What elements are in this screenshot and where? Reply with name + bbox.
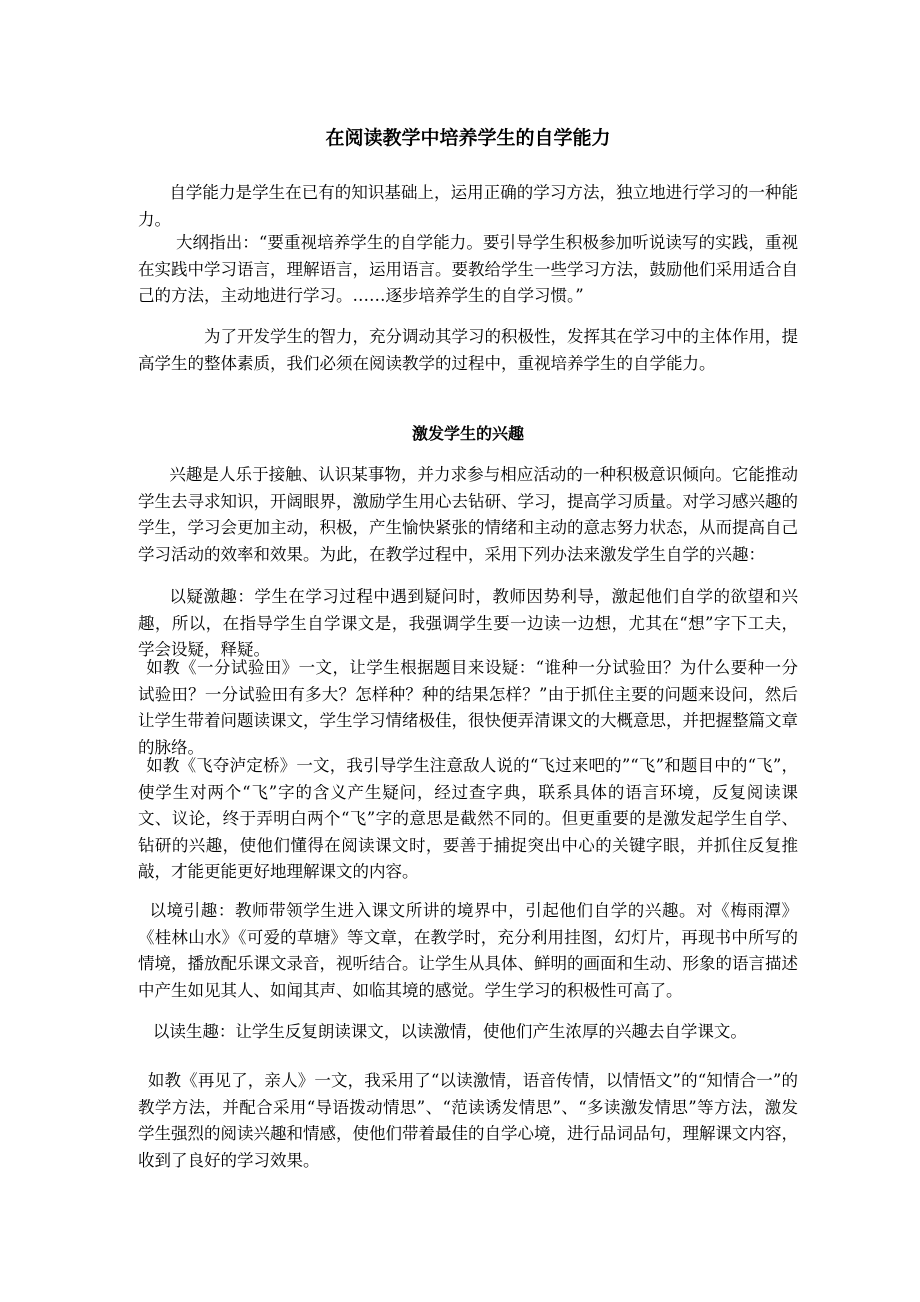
- section-paragraph: 如教《飞夺泸定桥》一文，我引导学生注意敌人说的“飞过来吧的”“飞”和题目中的“飞”，使学生对两个“飞”字的含义产生疑问，经过查字典，联系具体的语言环境，反复阅读课文、议论，终于弄明白两个“飞”字的意思是截然不同的。但更重要的是激发起学生自学、钻研的兴趣，使他们懂得在阅读课文时，要善于捕捉突出中心的关键字眼，并抓住反复推敲，才能更能更好地理解课文的内容。: [138, 756, 798, 881]
- section-paragraph: 以读生趣：让学生反复朗读课文，以读激情，使他们产生浓厚的兴趣去自学课文。: [152, 1022, 747, 1041]
- section-paragraph: 以境引趣：教师带领学生进入课文所讲的境界中，引起他们自学的兴趣。对《梅雨潭》《桂林山水》《可爱的草塘》等文章，在教学时，充分利用挂图，幻灯片，再现书中所写的情境，播放配乐课文录音，视听结合。让学生从具体、鲜明的画面和生动、形象的语言描述中产生如见其人、如闻其声、如临其境的感觉。学生学习的积极性可高了。: [138, 901, 798, 1000]
- document-title: 在阅读教学中培养学生的自学能力: [325, 127, 611, 149]
- section-heading: 激发学生的兴趣: [411, 424, 524, 443]
- intro-paragraph: 为了开发学生的智力，充分调动其学习的积极性，发挥其在学习中的主体作用，提高学生的整体素质，我们必须在阅读教学的过程中，重视培养学生的自学能力。: [138, 327, 798, 373]
- section-paragraph: 兴趣是人乐于接触、认识某事物，并力求参与相应活动的一种积极意识倾向。它能推动学生去寻求知识，开阔眼界，激励学生用心去钻研、学习，提高学习质量。对学习感兴趣的学生，学习会更加主动，积极，产生愉快紧张的情绪和主动的意志努力状态，从而提高自己学习活动的效率和效果。为此，在教学过程中，采用下列办法来激发学生自学的兴趣：: [138, 465, 798, 564]
- section-paragraph: 如教《再见了，亲人》一文，我采用了“以读激情，语音传情，以情悟文”的“知情合一”的教学方法，并配合采用“导语拨动情思”、“范读诱发情思”、“多读激发情思”等方法，激发学生强烈的阅读兴趣和情感，使他们带着最佳的自学心境，进行品词品句，理解课文内容，收到了良好的学习效果。: [138, 1071, 798, 1170]
- intro-paragraph: 大纲指出：“要重视培养学生的自学能力。要引导学生积极参加听说读写的实践，重视在实践中学习语言，理解语言，运用语言。要教给学生一些学习方法，鼓励他们采用适合自己的方法，主动地进行学习。……逐步培养学生的自学习惯。”: [138, 233, 798, 305]
- section-paragraph: 如教《一分试验田》一文，让学生根据题目来设疑：“谁种一分试验田？为什么要种一分试验田？一分试验田有多大？怎样种？种的结果怎样？”由于抓住主要的问题来设问，然后让学生带着问题读课文，学生学习情绪极佳，很快便弄清课文的大概意思，并把握整篇文章的脉络。: [138, 658, 798, 757]
- intro-paragraph: 自学能力是学生在已有的知识基础上，运用正确的学习方法，独立地进行学习的一种能力。: [138, 183, 798, 229]
- section-paragraph: 以疑激趣：学生在学习过程中遇到疑问时，教师因势利导，激起他们自学的欲望和兴趣，所以，在指导学生自学课文是，我强调学生要一边读一边想，尤其在“想”字下工夫，学会设疑，释疑。: [138, 587, 798, 659]
